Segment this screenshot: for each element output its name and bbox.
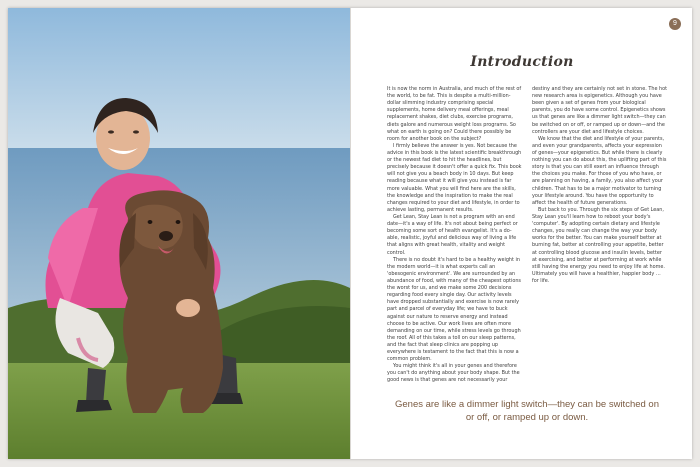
left-page-photo bbox=[8, 8, 350, 459]
body-paragraph: Get Lean, Stay Lean is not a program with an end date—it's a way of life. It's not about being perfect or becoming some sort of health evangelist. It's a do-able, realistic, joyful and delicious way of living a life that aligns with great health, vitality and weight control. bbox=[387, 213, 518, 256]
body-paragraph: It is now the norm in Australia, and much of the rest of the world, to be fat. This is despite a multi-million-dollar slimming industry comprising special supplements, home delivery meal offerings, meal replacement shakes, diet clubs, exercise programs, diets galore and numerous weight loss programs. So what on earth is going on? Could there possibly be room for another book on the subject? bbox=[387, 86, 522, 142]
body-paragraph: There is no doubt it's hard to be a healthy weight in the modern world—it is what experts call an 'obesogenic environment'. We are surrounded by an abundance of food, with many of the cheapest options the worst for us, and we make some 200 decisions regarding food every single day. Our activity levels have dropped substantially and exercise is now rarely part and parcel of everyday life; we have to buck against our nature to reserve energy and instead choose to be active. Our work lives are often more demanding on our time, while stress levels go through the roof. All of this takes a toll on our sleep patterns, and the fact that sleep clinics are popping up everywhere is testament to the fact that this is now a common problem. bbox=[387, 256, 521, 363]
pull-quote: Genes are like a dimmer light switch—they can be switched on or off, or ramped up or down. bbox=[394, 399, 659, 423]
woman-with-dog-photo bbox=[8, 8, 350, 459]
right-page-text bbox=[350, 8, 692, 459]
body-paragraph: We know that the diet and lifestyle of your parents, and even your grandparents, affects your expression of genes—your epigenetics. But while there is clearly nothing you can do about this, the uplifting part of this story is that you can still exert an influence through the choices you make. For those of you who have, or are planning on having, a family, you also affect your children. That has to be a major motivator to turning your lifestyle around. You have the opportunity to affect the health of future generations. bbox=[532, 135, 667, 206]
body-paragraph: But back to you. Through the six steps of Get Lean, Stay Lean you'll learn how to reboot your body's 'computer'. By adopting certain dietary and lifestyle changes, you really can change the way your body works for the better. You can make yourself better at burning fat, better at controlling your appetite, better at controlling blood glucose and insulin levels, better at exercising, and better at performing at work while still having the energy you need to enjoy life at home. Ultimately you will have a healthier, happier body … for life. bbox=[532, 206, 665, 284]
body-text-columns bbox=[387, 86, 667, 386]
body-paragraph: You might think it's all in your genes and therefore you can't do anything about your body shape. But the good news is that genes are not necessarily your destiny and they are certainly not set in stone. The hot new research area is epigenetics. Although you have been given a set of genes from your biological parents, you do have some control. Epigenetics shows us that genes are like a dimmer light switch—they can be switched on or off, or ramped up or down—and the controllers are your diet and lifestyle choices. bbox=[387, 86, 668, 384]
page-title: Introduction bbox=[470, 54, 574, 70]
book-spread bbox=[8, 8, 692, 459]
body-paragraph: I firmly believe the answer is yes. Not because the advice in this book is the latest scientific breakthrough or the newest fad diet to hit the headlines, but precisely because it doesn't offer a quick fix. This book will not give you a beach body in 10 days. But keep reading because what it will give you instead is far more valuable. What you will find here are the skills, the knowledge and the inspiration to make the real changes required to your diet and lifestyle, in order to achieve lasting, permanent results. bbox=[387, 142, 522, 213]
page-number-badge: 9 bbox=[669, 18, 681, 30]
